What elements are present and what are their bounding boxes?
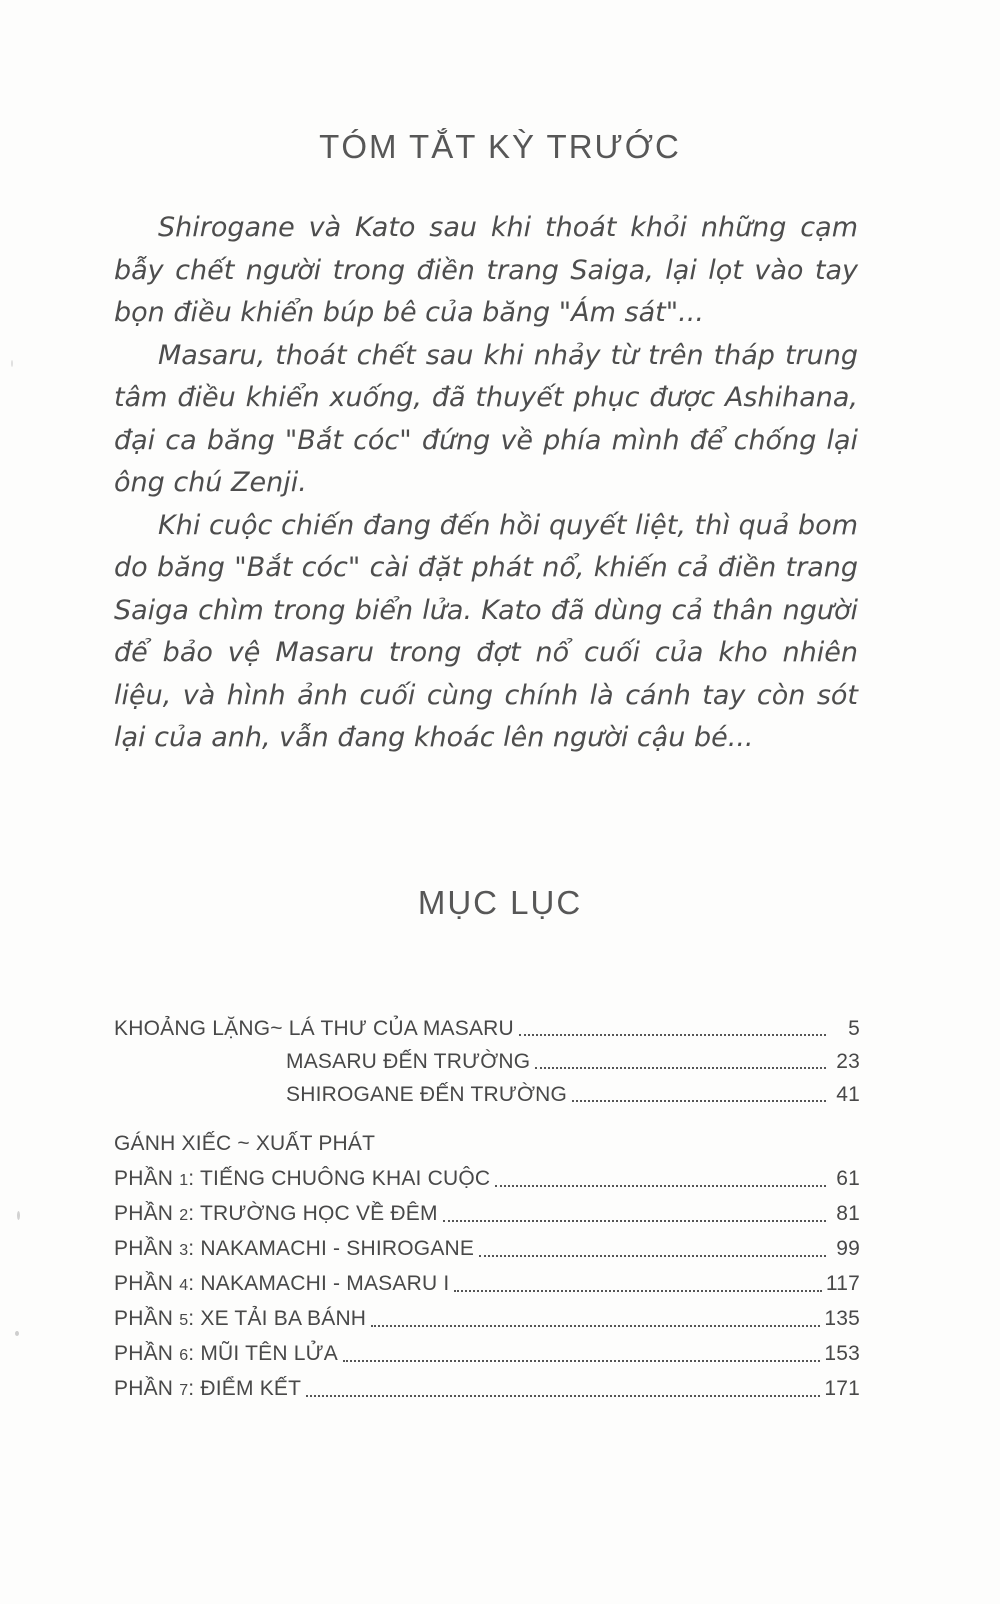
summary-paragraph-1: Shirogane và Kato sau khi thoát khỏi những cạm bẫy chết người trong điền trang Saiga, lại lọt vào tay bọn điều khiển búp bê của băng "Ám sát"... [114,212,858,328]
toc-entry-label: MASARU ĐẾN TRƯỜNG [286,1050,531,1073]
toc-entry-label [114,1371,301,1406]
dot-leader [519,1034,826,1036]
dot-leader [572,1100,826,1102]
toc-entry-prefix: PHẦN [114,1202,180,1225]
toc-entry-page: 135 [824,1307,860,1330]
toc-entry-label [114,1196,438,1231]
dot-leader [454,1290,822,1292]
toc-entry [114,1045,860,1078]
toc-entry-number: 6 [179,1347,189,1364]
toc-entry [114,1371,860,1406]
toc-entry-page: 99 [836,1237,860,1260]
toc-interlude-group [114,1012,860,1111]
dot-leader [371,1325,820,1327]
dot-leader [535,1067,826,1069]
toc-entry-text: : TRƯỜNG HỌC VỀ ĐÊM [188,1202,438,1225]
toc-entry-prefix: PHẦN [114,1167,180,1190]
toc-entry [114,1161,860,1196]
toc-entry-prefix: PHẦN [114,1237,180,1260]
dot-leader [306,1395,820,1397]
toc-title: MỤC LỤC [417,884,583,921]
toc-entry-label [114,1301,366,1336]
toc-entry-number: 1 [179,1172,189,1189]
toc-parts-group [114,1126,860,1406]
toc-entry-number: 4 [179,1277,189,1294]
toc-entry-page: 23 [836,1050,860,1073]
toc-entry-label: SHIROGANE ĐẾN TRƯỜNG [286,1083,568,1106]
toc-entry [114,1266,860,1301]
scan-speck [11,360,13,367]
dot-leader [495,1185,826,1187]
toc-entry-prefix: PHẦN [114,1342,180,1365]
scan-speck [17,1211,20,1220]
toc-entry-prefix: PHẦN [114,1272,180,1295]
toc-entry-number: 2 [179,1207,189,1224]
toc-entry [114,1012,860,1045]
toc-entry [114,1196,860,1231]
dot-leader [343,1360,820,1362]
dot-leader [443,1220,826,1222]
toc-entry-prefix: PHẦN [114,1307,180,1330]
toc-entry-text: : TIẾNG CHUÔNG KHAI CUỘC [188,1167,491,1190]
toc-entry-page: 61 [836,1167,860,1190]
toc-entry-label [114,1161,490,1196]
toc-entry-label: KHOẢNG LẶNG~ LÁ THƯ CỦA MASARU [114,1017,514,1040]
summary-title: TÓM TẮT KỲ TRƯỚC [319,128,681,165]
toc-entry-text: : XE TẢI BA BÁNH [188,1307,367,1330]
scan-speck [15,1331,19,1336]
toc-entry-label [114,1336,338,1371]
toc-entry-text: : ĐIỂM KẾT [188,1377,302,1400]
toc-entry [114,1301,860,1336]
toc-section-heading-label: GÁNH XIẾC ~ XUẤT PHÁT [114,1132,376,1155]
toc-entry-page: 41 [836,1083,860,1106]
toc-entry [114,1078,860,1111]
toc-entry-number: 5 [179,1312,189,1329]
summary-paragraph-2: Masaru, thoát chết sau khi nhảy từ trên tháp trung tâm điều khiển xuống, đã thuyết phục được Ashihana, đại ca băng "Bắt cóc" đứng về phía mình để chống lại ông chú Zenji. [114,339,858,498]
toc-entry-text: : NAKAMACHI - MASARU I [188,1272,450,1295]
toc-entry-page: 153 [824,1342,860,1365]
toc-entry-prefix: PHẦN [114,1377,180,1400]
toc-entry-label [114,1231,474,1266]
toc-entry-label [114,1266,449,1301]
toc-entry-number: 3 [179,1242,189,1259]
summary-paragraph-3: Khi cuộc chiến đang đến hồi quyết liệt, thì quả bom do băng "Bắt cóc" cài đặt phát nổ, khiến cả điền trang Saiga chìm trong biển lửa. Kato đã dùng cả thân người để bảo vệ Masaru trong đợt nổ cuối của kho nhiên liệu, và hình ảnh cuối cùng chính là cánh tay còn sót lại của anh, vẫn đang khoác lên người cậu bé... [114,509,858,753]
toc-entry-text: : NAKAMACHI - SHIROGANE [188,1237,475,1260]
summary-body [114,207,858,760]
dot-leader [479,1255,826,1257]
toc-entry-page: 117 [825,1272,860,1295]
toc-entry-text: : MŨI TÊN LỬA [188,1342,338,1365]
toc-section-heading [114,1126,860,1161]
toc-entry-page: 81 [836,1202,860,1225]
toc-entry-page: 171 [824,1377,860,1400]
toc-entry-page: 5 [848,1017,860,1040]
toc-entry [114,1336,860,1371]
toc-entry-number: 7 [179,1382,189,1399]
toc-entry [114,1231,860,1266]
